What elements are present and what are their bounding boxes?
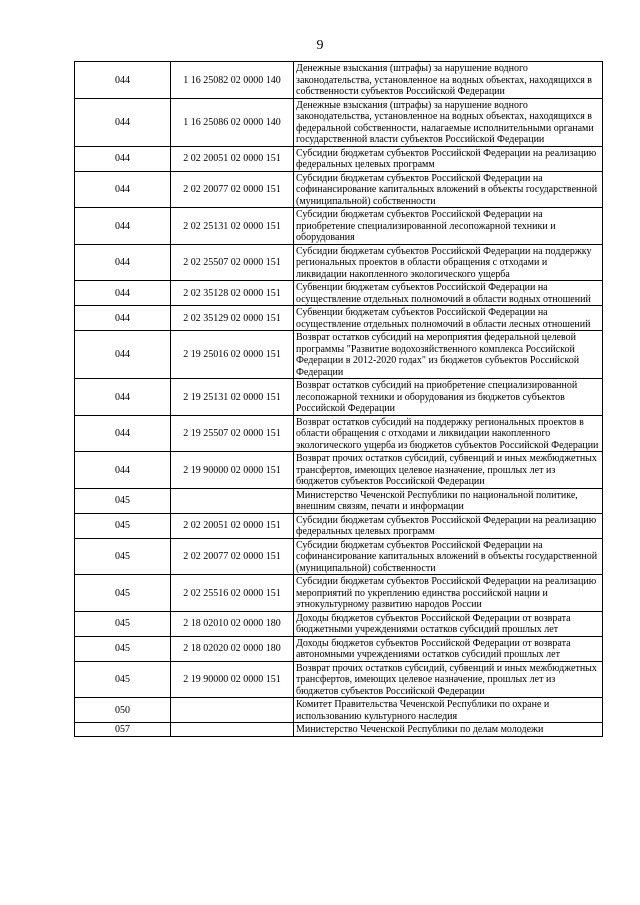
revenue-code-cell: 2 02 25507 02 0000 151 — [171, 244, 294, 281]
revenue-code-cell — [171, 723, 294, 737]
table-row — [75, 575, 603, 612]
table-row — [75, 415, 603, 452]
revenue-code-cell: 2 19 25131 02 0000 151 — [171, 379, 294, 416]
revenue-code-cell: 2 19 25016 02 0000 151 — [171, 331, 294, 379]
revenue-code-cell: 2 19 90000 02 0000 151 — [171, 661, 294, 698]
admin-code-cell: 044 — [75, 331, 171, 379]
table-row — [75, 452, 603, 489]
description-cell: Доходы бюджетов субъектов Российской Федерации от возврата автономными учреждениями остатков субсидий прошлых лет — [294, 636, 603, 661]
admin-code-cell: 044 — [75, 171, 171, 208]
table-row — [75, 62, 603, 99]
admin-code-cell: 045 — [75, 611, 171, 636]
revenue-code-cell: 2 18 02010 02 0000 180 — [171, 611, 294, 636]
revenue-code-cell: 2 18 02020 02 0000 180 — [171, 636, 294, 661]
admin-code-cell: 044 — [75, 146, 171, 171]
admin-code-cell: 045 — [75, 661, 171, 698]
description-cell: Комитет Правительства Чеченской Республики по охране и использованию культурного наследия — [294, 698, 603, 723]
table-row — [75, 146, 603, 171]
description-cell: Денежные взыскания (штрафы) за нарушение водного законодательства, установленное на водных объектах, находящихся в федеральной собственности, налагаемые исполнительными органами государственной власти субъектов Российской Федерации — [294, 98, 603, 146]
revenue-code-cell: 1 16 25086 02 0000 140 — [171, 98, 294, 146]
table-row — [75, 208, 603, 245]
revenue-code-cell: 2 19 90000 02 0000 151 — [171, 452, 294, 489]
table-row — [75, 171, 603, 208]
table-row — [75, 538, 603, 575]
admin-code-cell: 044 — [75, 98, 171, 146]
table-row — [75, 698, 603, 723]
admin-code-cell: 045 — [75, 513, 171, 538]
admin-code-cell: 057 — [75, 723, 171, 737]
description-cell: Субсидии бюджетам субъектов Российской Федерации на реализацию федеральных целевых программ — [294, 513, 603, 538]
admin-code-cell: 045 — [75, 538, 171, 575]
revenue-code-cell — [171, 488, 294, 513]
description-cell: Субвенции бюджетам субъектов Российской Федерации на осуществление отдельных полномочий в области водных отношений — [294, 281, 603, 306]
admin-code-cell: 045 — [75, 575, 171, 612]
table-row — [75, 611, 603, 636]
revenue-code-cell: 2 02 20051 02 0000 151 — [171, 146, 294, 171]
description-cell: Субсидии бюджетам субъектов Российской Федерации на реализацию федеральных целевых программ — [294, 146, 603, 171]
revenue-code-cell: 2 02 20077 02 0000 151 — [171, 171, 294, 208]
description-cell: Возврат прочих остатков субсидий, субвенций и иных межбюджетных трансфертов, имеющих целевое назначение, прошлых лет из бюджетов субъектов Российской Федерации — [294, 661, 603, 698]
description-cell: Возврат остатков субсидий на приобретение специализированной лесопожарной техники и оборудования из бюджетов субъектов Российской Федерации — [294, 379, 603, 416]
admin-code-cell: 044 — [75, 62, 171, 99]
description-cell: Возврат остатков субсидий на поддержку региональных проектов в области обращения с отходами и ликвидации накопленного экологического ущерба из бюджетов субъектов Российской Федерации — [294, 415, 603, 452]
description-cell: Субсидии бюджетам субъектов Российской Федерации на приобретение специализированной лесопожарной техники и оборудования — [294, 208, 603, 245]
table-row — [75, 331, 603, 379]
revenue-code-cell: 2 02 20077 02 0000 151 — [171, 538, 294, 575]
revenue-code-cell: 1 16 25082 02 0000 140 — [171, 62, 294, 99]
table-row — [75, 379, 603, 416]
admin-code-cell: 044 — [75, 452, 171, 489]
admin-code-cell: 044 — [75, 281, 171, 306]
page-number: 9 — [316, 38, 324, 53]
admin-code-cell: 044 — [75, 306, 171, 331]
table-row — [75, 513, 603, 538]
revenue-code-cell: 2 19 25507 02 0000 151 — [171, 415, 294, 452]
table-row — [75, 98, 603, 146]
admin-code-cell: 044 — [75, 379, 171, 416]
revenue-code-cell: 2 02 35128 02 0000 151 — [171, 281, 294, 306]
admin-code-cell: 044 — [75, 208, 171, 245]
description-cell: Возврат остатков субсидий на мероприятия федеральной целевой программы "Развитие водохозяйственного комплекса Российской Федерации в 2012-2020 годах" из бюджетов субъектов Российской Федерации — [294, 331, 603, 379]
table-body — [75, 62, 603, 737]
revenue-code-cell — [171, 698, 294, 723]
revenue-code-cell: 2 02 20051 02 0000 151 — [171, 513, 294, 538]
table-row — [75, 661, 603, 698]
revenue-code-cell: 2 02 25131 02 0000 151 — [171, 208, 294, 245]
description-cell: Субсидии бюджетам субъектов Российской Федерации на софинансирование капитальных вложений в объекты государственной (муниципальной) собственности — [294, 538, 603, 575]
table-row — [75, 488, 603, 513]
description-cell: Возврат прочих остатков субсидий, субвенций и иных межбюджетных трансфертов, имеющих целевое назначение, прошлых лет из бюджетов субъектов Российской Федерации — [294, 452, 603, 489]
admin-code-cell: 045 — [75, 488, 171, 513]
revenue-code-cell: 2 02 25516 02 0000 151 — [171, 575, 294, 612]
admin-code-cell: 044 — [75, 415, 171, 452]
revenue-code-cell: 2 02 35129 02 0000 151 — [171, 306, 294, 331]
table-row — [75, 281, 603, 306]
description-cell: Денежные взыскания (штрафы) за нарушение водного законодательства, установленное на водных объектах, находящихся в собственности субъектов Российской Федерации — [294, 62, 603, 99]
table-row — [75, 244, 603, 281]
description-cell: Субсидии бюджетам субъектов Российской Федерации на поддержку региональных проектов в области обращения с отходами и ликвидации накопленного экологического ущерба — [294, 244, 603, 281]
description-cell: Субвенции бюджетам субъектов Российской Федерации на осуществление отдельных полномочий в области лесных отношений — [294, 306, 603, 331]
budget-codes-table — [74, 61, 603, 737]
table-row — [75, 636, 603, 661]
description-cell: Министерство Чеченской Республики по национальной политике, внешним связям, печати и информации — [294, 488, 603, 513]
description-cell: Доходы бюджетов субъектов Российской Федерации от возврата бюджетными учреждениями остатков субсидий прошлых лет — [294, 611, 603, 636]
table-row — [75, 723, 603, 737]
table-row — [75, 306, 603, 331]
description-cell: Министерство Чеченской Республики по делам молодежи — [294, 723, 603, 737]
description-cell: Субсидии бюджетам субъектов Российской Федерации на реализацию мероприятий по укреплению единства российской нации и этнокультурному развитию народов России — [294, 575, 603, 612]
admin-code-cell: 044 — [75, 244, 171, 281]
description-cell: Субсидии бюджетам субъектов Российской Федерации на софинансирование капитальных вложений в объекты государственной (муниципальной) собственности — [294, 171, 603, 208]
admin-code-cell: 050 — [75, 698, 171, 723]
admin-code-cell: 045 — [75, 636, 171, 661]
